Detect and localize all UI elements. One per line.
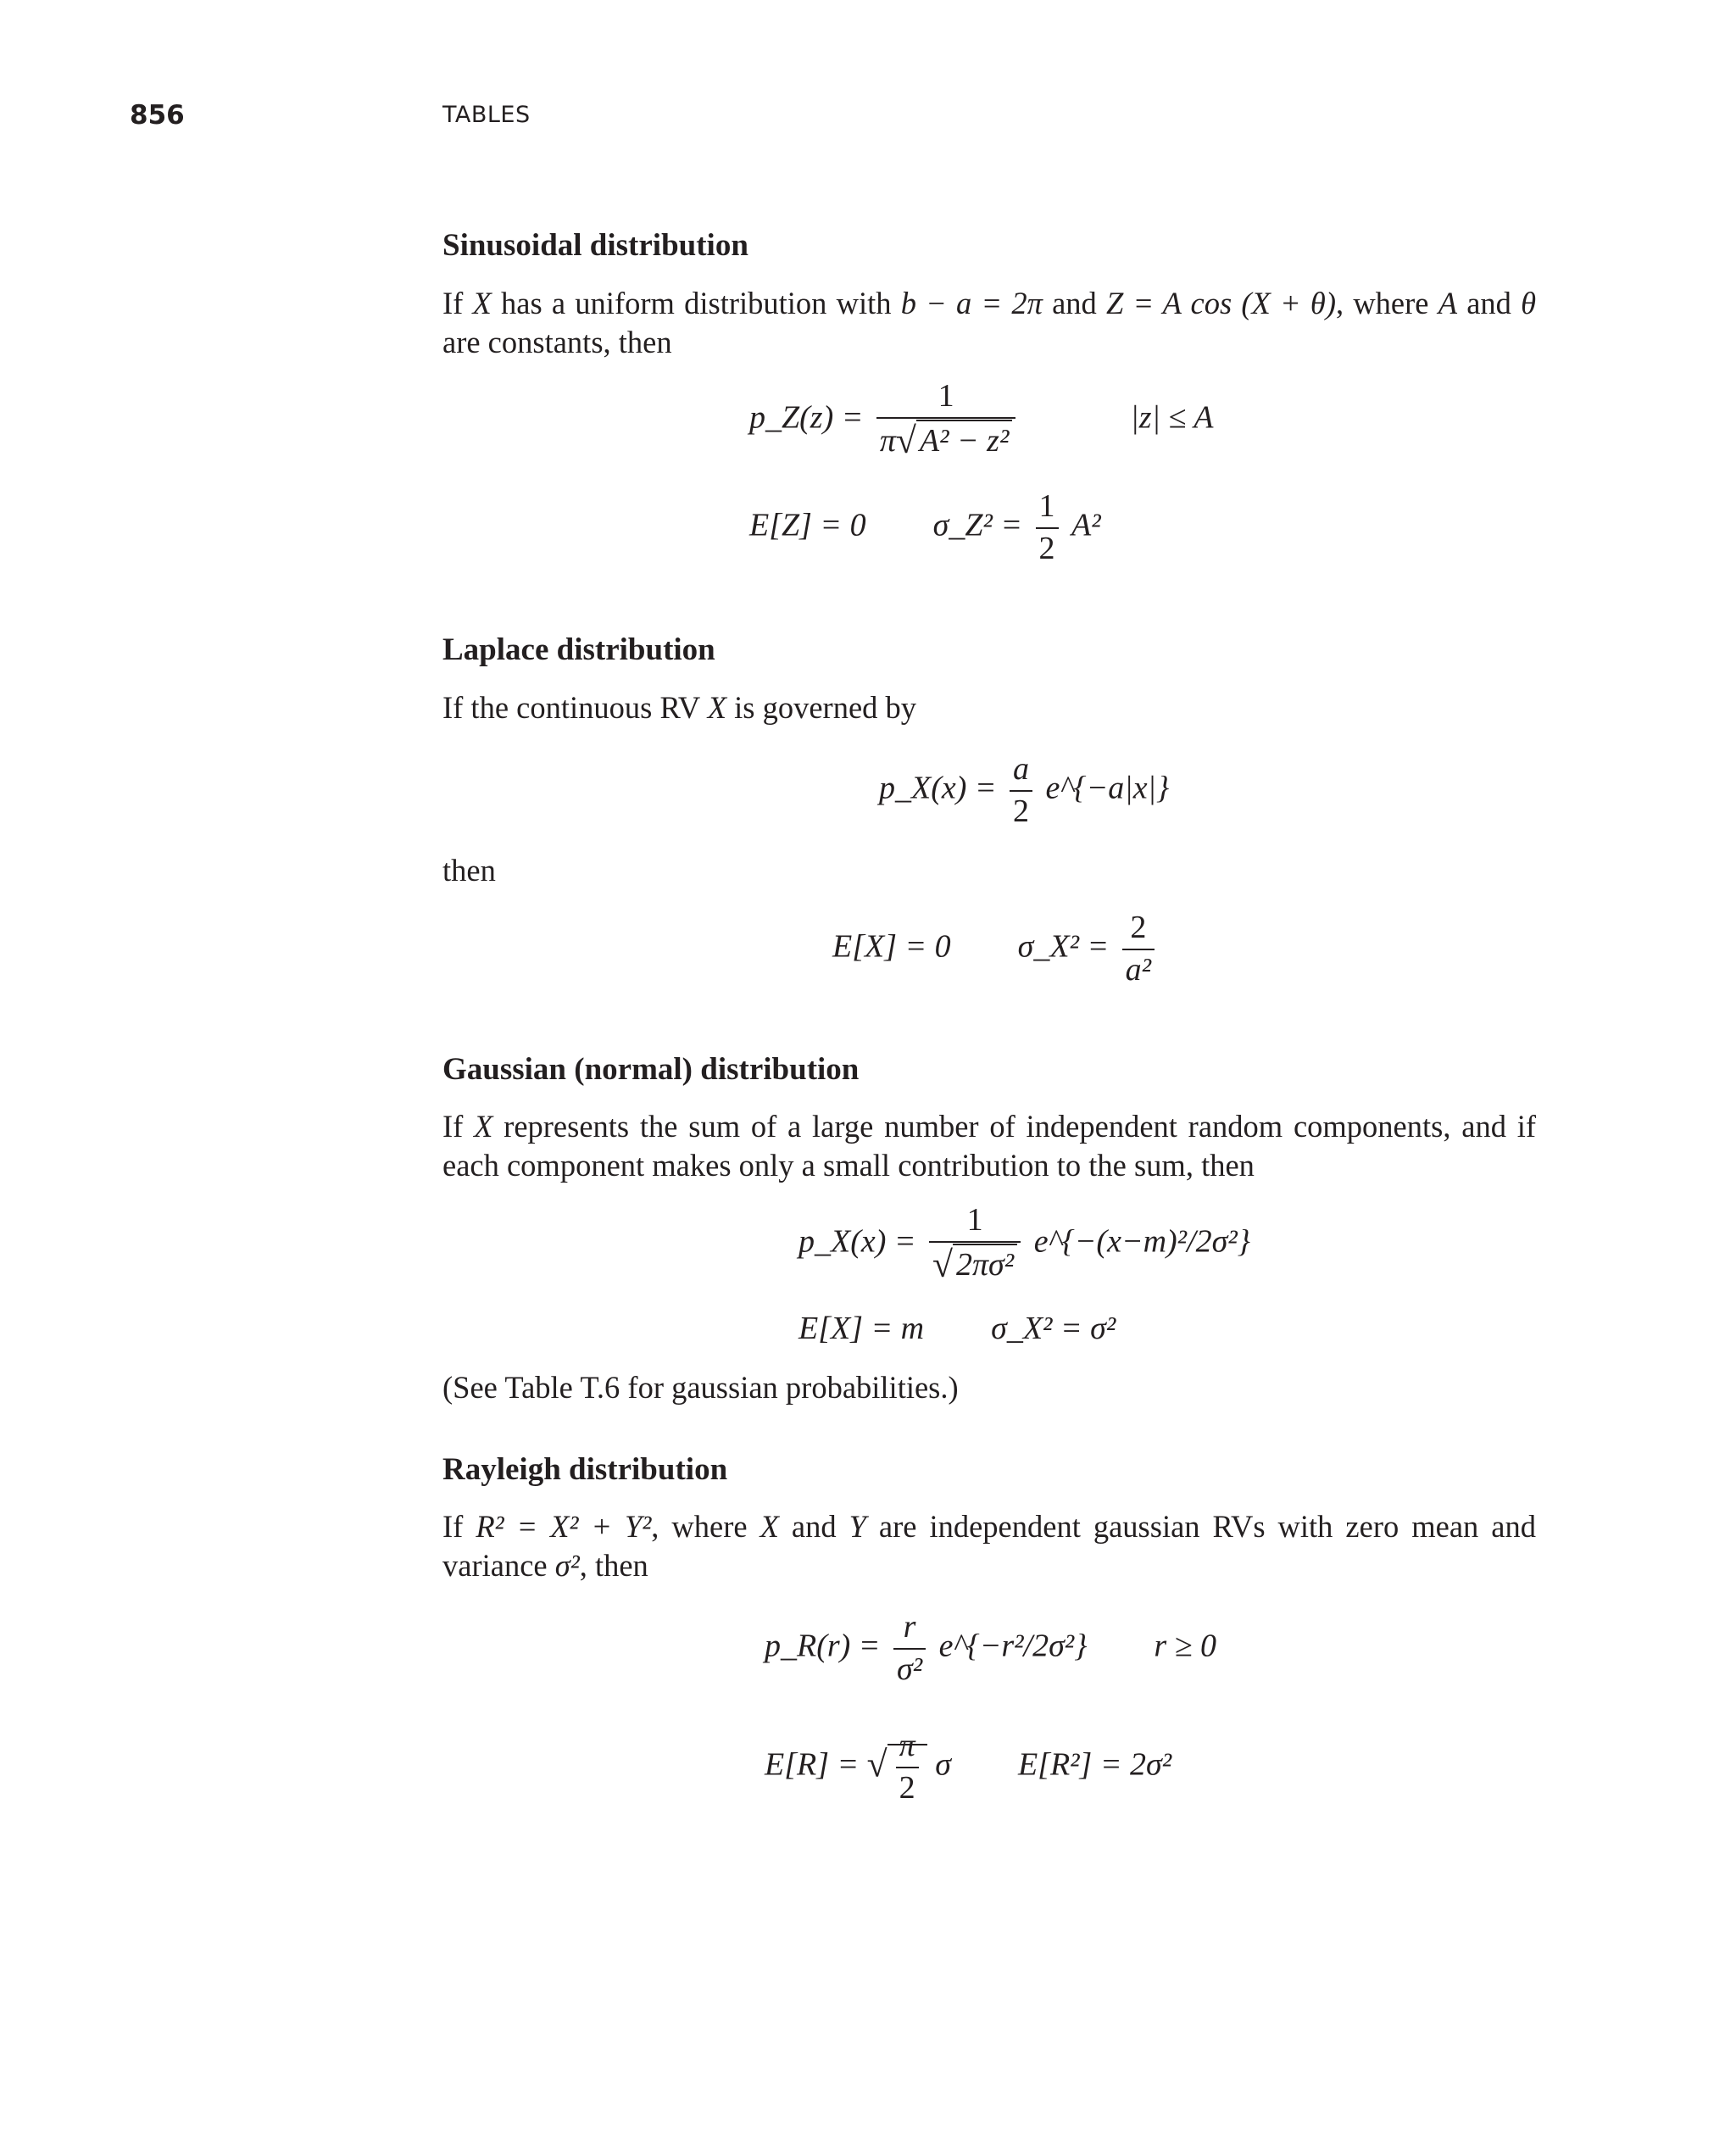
equation-gaussian-moments: E[X] = m σ_X² = σ² <box>798 1311 1116 1346</box>
equation-gaussian-pdf: p_X(x) = $\frac{1}{\text{√ 2πσ²}}$ e^{−(x−m)²/2σ²} <box>798 1202 1250 1285</box>
sqrt-symbol: √ A² − z² <box>896 422 1012 461</box>
page-number: 856 <box>130 100 185 131</box>
section-title: TABLES <box>442 102 531 128</box>
heading-gaussian: Gaussian (normal) distribution <box>442 1052 860 1087</box>
equation-rayleigh-pdf: p_R(r) = $\frac{r}{\text{σ²}}$ e^{−r²/2σ²} r ≥ 0 <box>765 1609 1217 1687</box>
para-gaussian-note: (See Table T.6 for gaussian probabilities.) <box>442 1370 959 1405</box>
equation-sinusoidal-moments: E[Z] = 0 σ_Z² = $\frac{1}{2}$ A² <box>749 488 1101 566</box>
equation-laplace-moments: E[X] = 0 σ_X² = $\frac{2}{\text{a²}}$ <box>832 911 1160 988</box>
para-laplace-then: then <box>442 853 496 888</box>
fraction: $\frac{1}{\text{π√ A² − z²}}$ <box>876 380 1015 461</box>
heading-rayleigh: Rayleigh distribution <box>442 1452 728 1487</box>
heading-sinusoidal: Sinusoidal distribution <box>442 228 748 263</box>
heading-laplace: Laplace distribution <box>442 632 715 667</box>
para-rayleigh: If R² = X² + Y², where X and Y are independent gaussian RVs with zero mean and variance σ², then <box>442 1509 1536 1583</box>
para-sinusoidal: If X has a uniform distribution with b − a = 2π and Z = A cos (X + θ), where A and θ are constants, then <box>442 286 1537 359</box>
running-header <box>0 100 1736 134</box>
equation-rayleigh-moments: E[R] = √ $\frac{\pi}{2}$ σ E[R²] = 2σ² <box>765 1728 1172 1806</box>
equation-sinusoidal-pdf: p_Z(z) = $\frac{1}{\text{π√ A² − z²}}$ |z| ≤ A <box>749 378 1214 461</box>
equation-laplace-pdf: p_X(x) = $\frac{a}{2}$ e^{−a|x|} <box>879 751 1170 829</box>
sqrt-symbol: √ 2πσ² <box>932 1246 1017 1285</box>
sqrt-symbol: √ $\frac{\pi}{2}$ <box>867 1729 927 1806</box>
para-gaussian: If X represents the sum of a large number of independent random components, and if each component makes only a small contribution to the sum, then <box>442 1109 1537 1183</box>
para-laplace: If the continuous RV X is governed by <box>442 690 917 725</box>
